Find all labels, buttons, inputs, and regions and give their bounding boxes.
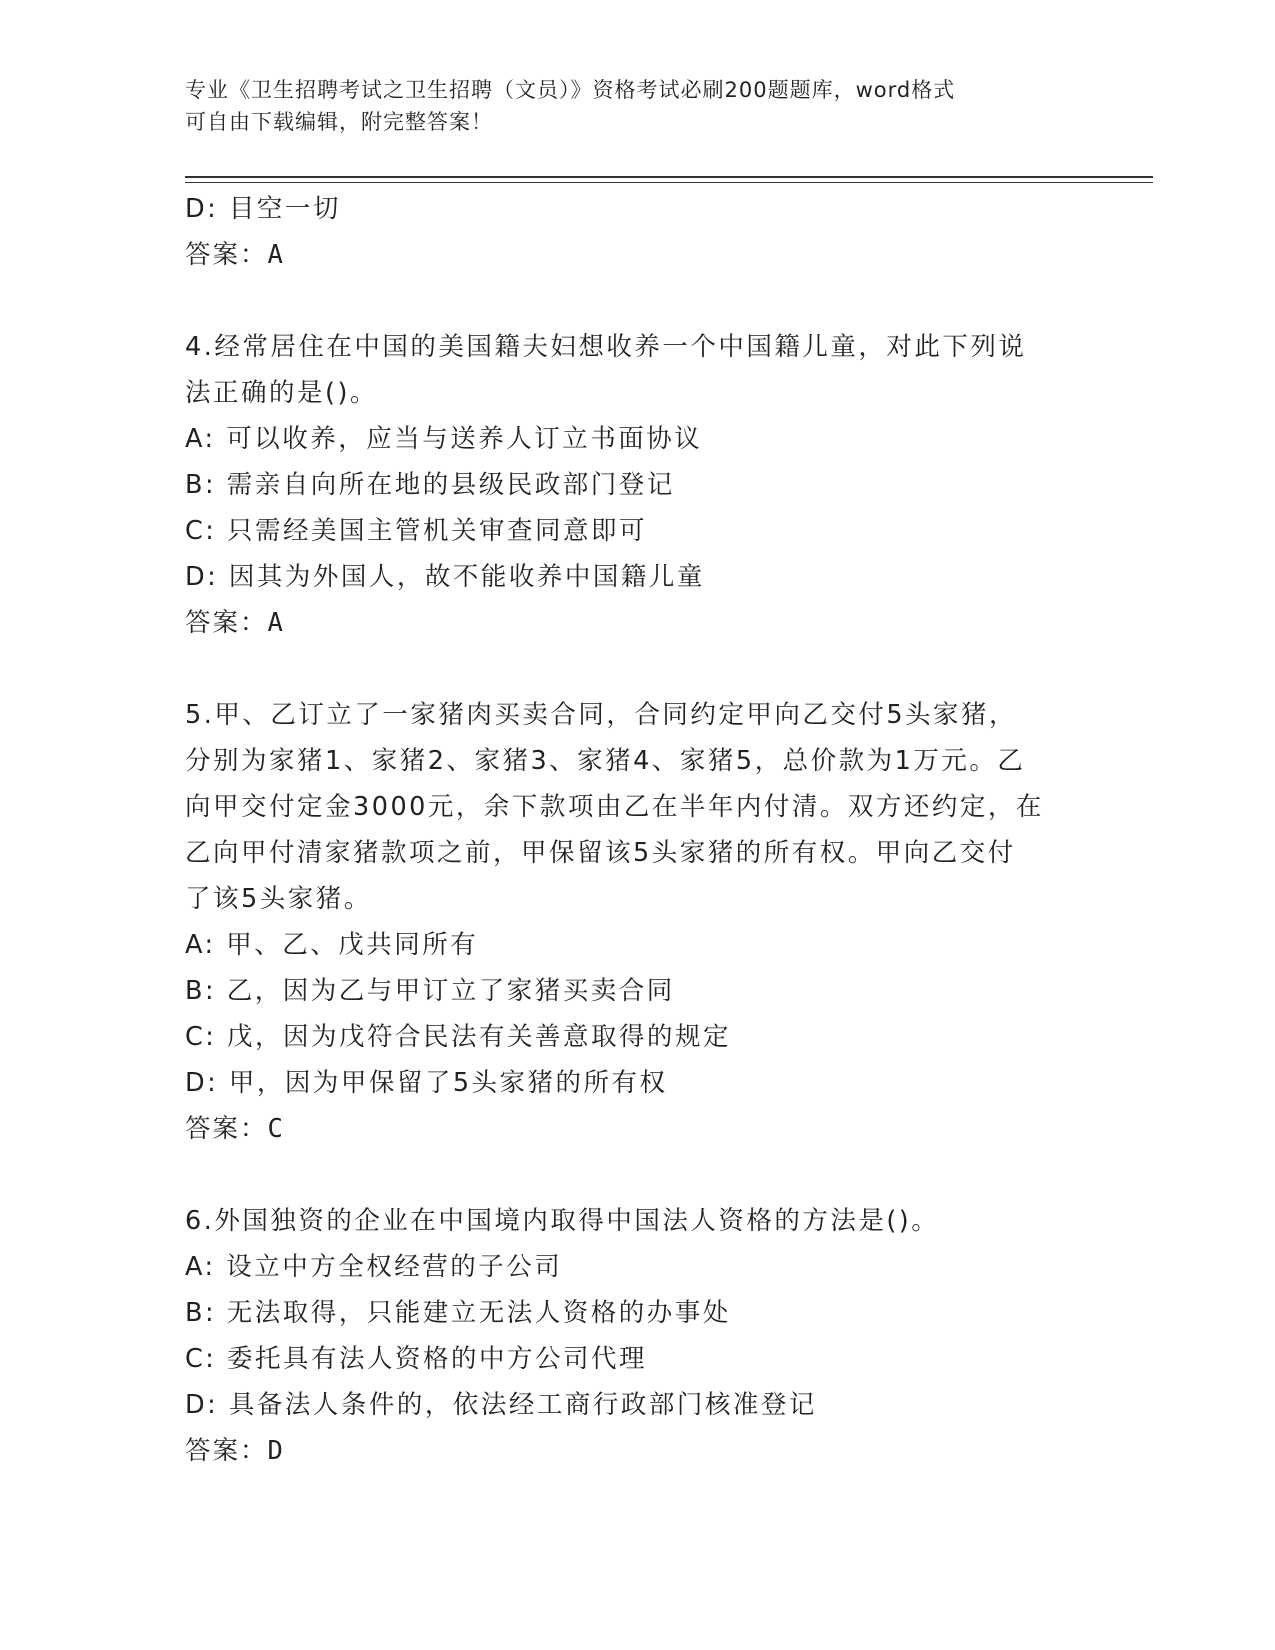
document-body [185, 186, 1085, 1474]
answer-label: 答案： [185, 1114, 268, 1144]
question-stem-line: 向甲交付定金3000元，余下款项由乙在半年内付清。双方还约定，在 [185, 792, 1044, 822]
option-a: A: 甲、乙、戊共同所有 [185, 930, 479, 960]
carryover-answer [185, 232, 1085, 278]
option-b: B: 需亲自向所在地的县级民政部门登记 [185, 470, 675, 500]
question-5 [185, 692, 1085, 1152]
answer-label: 答案： [185, 1436, 268, 1466]
option-b: B: 乙，因为乙与甲订立了家猪买卖合同 [185, 976, 675, 1006]
question-stem-line: 6.外国独资的企业在中国境内取得中国法人资格的方法是()。 [185, 1206, 940, 1236]
option-c: C: 戊，因为戊符合民法有关善意取得的规定 [185, 1022, 732, 1052]
answer-label: 答案： [185, 608, 268, 638]
header-line-1: 专业《卫生招聘考试之卫生招聘（文员）》资格考试必刷200题题库，word格式 [185, 78, 956, 102]
option-c: C: 委托具有法人资格的中方公司代理 [185, 1344, 648, 1374]
header-line-2: 可自由下载编辑，附完整答案！ [185, 110, 493, 134]
answer-line [185, 600, 1085, 646]
question-gap [185, 646, 1085, 692]
option-d: D: 因其为外国人，故不能收养中国籍儿童 [185, 562, 705, 592]
question-stem-line: 分别为家猪1、家猪2、家猪3、家猪4、家猪5，总价款为1万元。乙 [185, 746, 1026, 776]
answer-line [185, 1428, 1085, 1474]
question-stem-line: 5.甲、乙订立了一家猪肉买卖合同，合同约定甲向乙交付5头家猪， [185, 700, 1018, 730]
question-stem-line: 4.经常居住在中国的美国籍夫妇想收养一个中国籍儿童，对此下列说 [185, 332, 1027, 362]
question-stem-line: 了该5头家猪。 [185, 884, 372, 914]
question-stem-line: 乙向甲付清家猪款项之前，甲保留该5头家猪的所有权。甲向乙交付 [185, 838, 1016, 868]
header-divider-thick [185, 176, 1153, 178]
answer-value: D [267, 1436, 284, 1466]
option-b: B: 无法取得，只能建立无法人资格的办事处 [185, 1298, 731, 1328]
option-a: A: 可以收养，应当与送养人订立书面协议 [185, 424, 703, 454]
answer-value: A [267, 240, 284, 270]
option-c: C: 只需经美国主管机关审查同意即可 [185, 516, 648, 546]
answer-value: A [267, 608, 284, 638]
option-a: A: 设立中方全权经营的子公司 [185, 1252, 563, 1282]
answer-label: 答案： [185, 240, 268, 270]
question-4 [185, 324, 1085, 646]
option-d: D: 甲，因为甲保留了5头家猪的所有权 [185, 1068, 668, 1098]
question-stem-line: 法正确的是()。 [185, 378, 378, 408]
answer-value: C [267, 1114, 284, 1144]
carryover-option-d: D: 目空一切 [185, 194, 341, 224]
question-gap [185, 278, 1085, 324]
question-gap [185, 1152, 1085, 1198]
option-d: D: 具备法人条件的，依法经工商行政部门核准登记 [185, 1390, 817, 1420]
question-6 [185, 1198, 1085, 1474]
page-header [185, 74, 1065, 138]
header-divider-thin [185, 182, 1153, 183]
answer-line [185, 1106, 1085, 1152]
